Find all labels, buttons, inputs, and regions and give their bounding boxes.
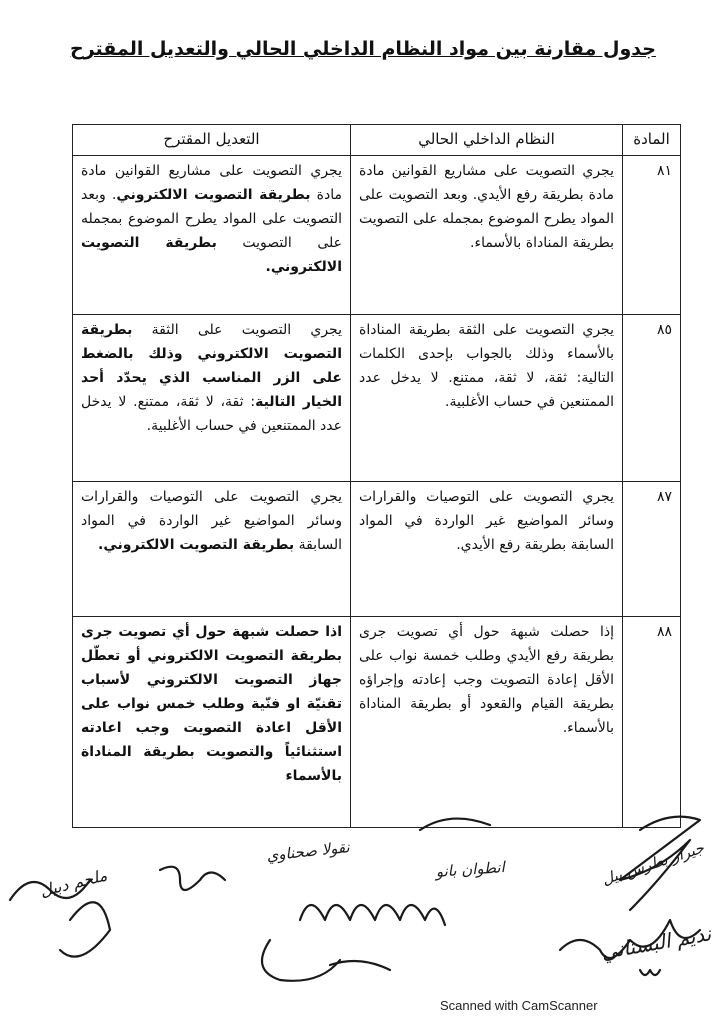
current-text: يجري التصويت على مشاريع القوانين مادة مادة بطريقة رفع الأيدي. وبعد التصويت على المواد يطرح الموضوع بمجمله على التصويت بطريقة المناداة بالأسماء.: [351, 155, 623, 314]
signature-name: جيرار بطرس بيل: [599, 838, 707, 889]
proposed-bold: بطريقة التصويت الالكتروني وذلك بالضغط على الزر المناسب الذي يحدّد أحد الخيار التالية: [81, 321, 342, 411]
comparison-table: [72, 124, 681, 828]
signature-scribble: [420, 819, 490, 830]
table-row: [73, 616, 681, 827]
proposed-text: [73, 481, 351, 616]
proposed-plain: يجري التصويت على التوصيات والقرارات وسائر المواضيع غير الواردة في المواد السابقة: [81, 488, 342, 553]
header-article: المادة: [623, 125, 681, 156]
proposed-text: اذا حصلت شبهة حول أي تصويت جرى بطريقة التصويت الالكتروني أو تعطّل جهاز التصويت الالكتروني لأسباب تقنيّة او فنّية وطلب خمس نواب على الأقل اعادة التصويت وجب اعادته استثنائياً والتصويت بطريقة المناداة بالأسماء: [73, 616, 351, 827]
signatures-drawing: [0, 800, 726, 990]
scanner-watermark: Scanned with CamScanner: [440, 998, 598, 1013]
signature-scribble: [640, 970, 660, 975]
table-row: [73, 155, 681, 314]
proposed-bold: بطريقة التصويت الالكتروني.: [98, 536, 295, 553]
signature-scribble: [60, 902, 110, 956]
signature-name: نديم البستاني: [599, 921, 713, 965]
article-number: ٨٧: [623, 481, 681, 616]
signature-scribble: [300, 905, 445, 925]
signature-scribble: [160, 867, 225, 890]
table-header-row: [73, 125, 681, 156]
article-number: ٨٥: [623, 314, 681, 481]
proposed-plain: : ثقة، لا ثقة، ممتنع. لا يدخل عدد الممتنعين في حساب الأغلبية.: [81, 394, 342, 435]
table-row: [73, 314, 681, 481]
header-proposed: التعديل المقترح: [73, 125, 351, 156]
article-number: ٨٨: [623, 616, 681, 827]
table-row: [73, 481, 681, 616]
signature-name: انطوان بانو: [435, 858, 506, 881]
current-text: يجري التصويت على الثقة بطريقة المناداة بالأسماء وذلك بالجواب بإحدى الكلمات التالية: ثقة، لا ثقة، ممتنع. لا يدخل عدد الممتنعين في حساب الأغلبية.: [351, 314, 623, 481]
current-text: إذا حصلت شبهة حول أي تصويت جرى بطريقة رفع الأيدي وطلب خمسة نواب على الأقل إعادة التصويت وجب إعادته وإجراؤه بطريقة القيام والقعود أو بطريقة المناداة بالأسماء.: [351, 616, 623, 827]
signature-name: نقولا صحناوي: [265, 838, 351, 865]
proposed-text: [73, 155, 351, 314]
signatures-area: [0, 800, 726, 990]
document-title: جدول مقارنة بين مواد النظام الداخلي الحالي والتعديل المقترح: [70, 38, 656, 60]
signature-scribble: [262, 940, 390, 981]
signature-name: ملحم دبيل: [37, 865, 109, 901]
proposed-plain: . وبعد التصويت على المواد يطرح الموضوع بمجمله على التصويت: [81, 186, 342, 252]
proposed-bold: بطريقة التصويت الالكتروني: [116, 186, 311, 203]
article-number: ٨١: [623, 155, 681, 314]
current-text: يجري التصويت على التوصيات والقرارات وسائر المواضيع غير الواردة في المواد السابقة بطريقة رفع الأيدي.: [351, 481, 623, 616]
proposed-bold: بطريقة التصويت الالكتروني.: [81, 235, 342, 276]
proposed-plain: يجري التصويت على مشاريع القوانين مادة مادة: [81, 162, 342, 203]
proposed-text: [73, 314, 351, 481]
header-current: النظام الداخلي الحالي: [351, 125, 623, 156]
proposed-plain: يجري التصويت على الثقة: [132, 321, 342, 338]
